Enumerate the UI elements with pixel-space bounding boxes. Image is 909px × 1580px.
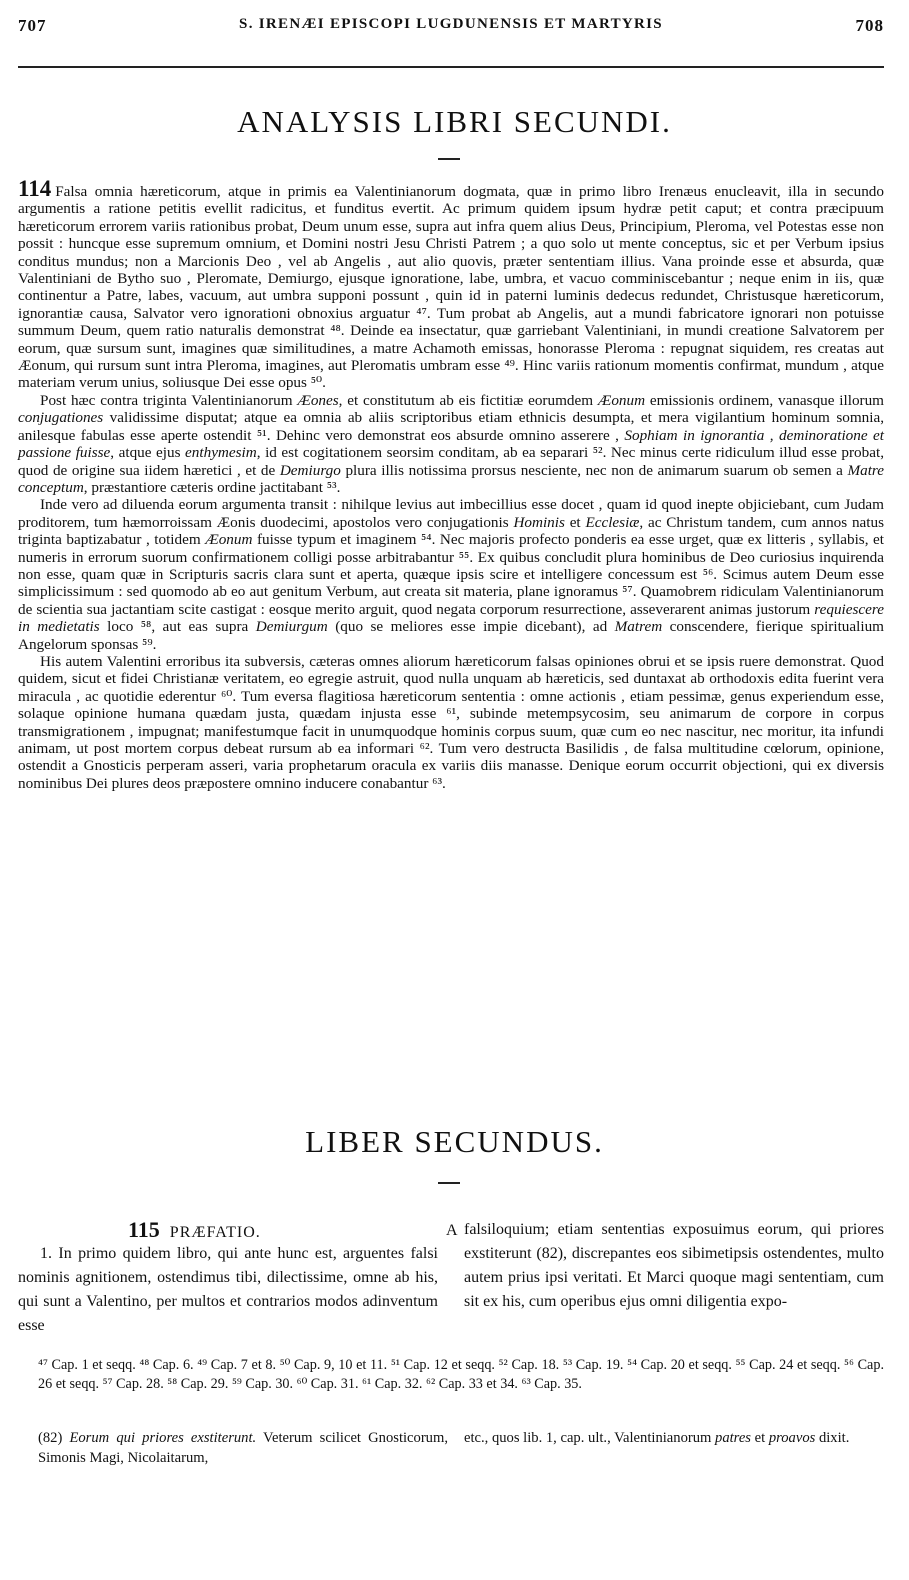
preface-heading (18, 1218, 438, 1242)
margin-letter: A (446, 1222, 458, 1239)
preface-left-column (18, 1218, 438, 1338)
running-header (18, 12, 884, 38)
preface-text-left: 1. In primo quidem libro, qui ante hunc est, arguentes falsi nominis agnitionem, ostendimus tibi, dilectissime, omne ab his, qui sunt a Valentino, per multos et contrarios modos adinventum esse (18, 1245, 438, 1334)
analysis-title: ANALYSIS LIBRI SECUNDI. (237, 104, 672, 139)
footnotes (18, 1428, 884, 1488)
book-title: LIBER SECUNDUS. (305, 1124, 604, 1159)
analysis-paragraph: Inde vero ad diluenda eorum argumenta transit : nihilque levius aut imbecillius esse docet , quam id quod inepte objiciebant, cum Judam proditorem, tum hæmorroissam Æonis duodecimi, apostolos vero conjugationis Hominis et Ecclesiæ, ac Christum tandem, cum annos natus triginta baptizabatur , totidem Æonum fuisse typum et imaginem ⁵⁴. Nec majoris profecto ponderis ea esse urget, quæ ex litteris , syllabis, et numeris in errorum suorum confirmationem colligi posse arbitrabantur ⁵⁵. Ex quibus concludit plura hominibus de Deo curiosius inquirenda non esse, quam quæ in Scripturis sacris clara sunt et aperta, quæque ipsis scire et intelligere concessum est ⁵⁶. Scimus autem Deum esse simplicissimum : sed quomodo ab eo aut genitum Verbum, aut creata sit materia, plane ignoramus ⁵⁷. Quamobrem ridiculam Valentinianorum de scientia sua jactantiam scite castigat : eosque merito arguit, quod negata corporum resurrectione, asseverarent animas justorum requiescere in medietatis loco ⁵⁸, aut eas supra Demiurgum (quo se meliores esse impie dicebant), ad Matrem conscendere, fierique spiritualium Angelorum sponsas ⁵⁹. (18, 496, 884, 653)
running-title: S. IRENÆI EPISCOPI LUGDUNENSIS ET MARTYRIS (239, 16, 663, 32)
preface-text-right: falsiloquium; etiam sententias exposuimus eorum, qui priores exstiterunt (82), discrepantes eos sibimetipsis ostendentes, multo autem prius ipsi veritati. Et Marci quoque magi sententiam, cum sit ex his, cum operibus ejus omni diligentia expo- (464, 1221, 884, 1310)
title-dash (438, 1182, 460, 1184)
section-number: 114 (18, 176, 52, 201)
preface-right-column (464, 1218, 884, 1314)
footnote-left: (82) Eorum qui priores exstiterunt. Veterum scilicet Gnosticorum, Simonis Magi, Nicolaitarum, (38, 1430, 448, 1466)
preface-columns (18, 1218, 884, 1352)
analysis-paragraph: His autem Valentini erroribus ita subversis, cæteras omnes aliorum hæreticorum falsas opiniones obrui et se ipsis ruere demonstrat. Quod quidem, sicut et fidei Christianæ veritatem, eo egregie astruit, quod nulla unquam ab hæreticis, sed duntaxat ab orthodoxis edita fuerint vera miracula , ac quotidie ederentur ⁶⁰. Tum eversa flagitiosa hæreticorum sententia : omne actionis , etiam pessimæ, genus experiendum esse, solaque opinione humana quædam justa, quædam injusta esse ⁶¹, subinde metempsycosim, seu animarum de corpore in corpus transmigrationem , impugnat; manifestumque facit in unumquodque hominis corpus suum, quæ cum eo nec nascitur, nec moritur, ita infundi animam, ut post mortem corpus debeat rursum ab ea informari ⁶². Tum vero destructa Basilidis , de falsa multitudine cœlorum, opinione, ostendit a Gnosticis perperam asseri, varia prophetarum oracula ex variis diis manasse. Denique eorum occurrit objectioni, qui ex diversis nominibus Dei plures deos præpostere omnino inducere conabantur ⁶³. (18, 652, 884, 792)
analysis-paragraph: 114 Falsa omnia hæreticorum, atque in primis ea Valentinianorum dogmata, quæ in primo libro Irenæus enucleavit, illa in secundo argumentis a ratione petitis evellit radicitus, et funditus evertit. Ac primum quidem ipsum hydræ petit caput; et contra præcipuum hæreticorum errorem variis rationibus probat, Deum unum esse, supra aut infra quem alius Deus, Principium, Pleroma, vel Potestas esse non possit : huncque esse supremum omnium, et Domini nostri Jesu Christi Patrem ; a quo solo ut mente conceptus, sic et per Verbum ipsius conditus mundus; non a Marcionis Deo , vel ab Angelis , aut alio quovis, præter sententiam illius. Vana proinde esse et absurda, quæ Valentiniani de Bytho suo , Pleromate, Demiurgo, ejusque ignoratione, labe, umbra, et vacuo comminiscebantur ; neque enim in iis, quæ continentur a Patre, labes, vacuum, aut umbra supponi possunt , quin id in paterni luminis dedecus redundet, Christusque hæreticorum, ignorantiæ causa, Salvator vero ignorationi obnoxius arguatur ⁴⁷. Tum probat ab Angelis, aut a mundi fabricatore ignorari non potuisse summum Deum, quem ratio naturalis demonstrat ⁴⁸. Deinde ea insectatur, quæ garriebant Valentiniani, in mundi creatione Salvatorem per eorum, quæ sursum sunt, imagines quæ similitudines, a matre Achamoth emissas, honorasse Pleroma : repugnat siquidem, res creatas aut Æonum, qui rursum sunt intra Pleroma, imagines, aut Pleromatis umbram esse ⁴⁹. Hinc variis rationum momentis confirmat, mundum , atque materiam verum unius, soliusque Dei esse opus ⁵⁰. (18, 176, 884, 392)
preface-title: PRÆFATIO. (169, 1224, 261, 1241)
page-number-left: 707 (18, 16, 47, 35)
analysis-paragraph: Post hæc contra triginta Valentinianorum Æones, et constitutum ab eis fictitiæ eorumdem Æonum emissionis ordinem, vanasque illorum conjugationes validissime disputat; atque ea omnia ab aliis scriptoribus etiam ethnicis desumpta, et mera vigilantium hominum somnia, anilesque fabulas esse aperte ostendit ⁵¹. Dehinc vero demonstrat eos absurde omnino asserere , Sophiam in ignorantia , deminoratione et passione fuisse, atque ejus enthymesim, id est cogitationem seorsim conditam, ab ea separari ⁵². Nec minus certe ridiculum illud esse probat, quod de origine sua iidem hæretici , et de Demiurgo plura illis notissima prorsus nesciente, nec non de animarum suarum ob semen a Matre conceptum, præstantiore cæteris ordine jactitabant ⁵³. (18, 391, 885, 496)
section-number: 115 (128, 1217, 160, 1242)
analysis-body (18, 176, 885, 792)
page-number-right: 708 (855, 16, 884, 35)
marginal-notes: ⁴⁷ Cap. 1 et seqq. ⁴⁸ Cap. 6. ⁴⁹ Cap. 7 et 8. ⁵⁰ Cap. 9, 10 et 11. ⁵¹ Cap. 12 et seqq. ⁵² Cap. 18. ⁵³ Cap. 19. ⁵⁴ Cap. 20 et seqq. ⁵⁵ Cap. 24 et seqq. ⁵⁶ Cap. 26 et seqq. ⁵⁷ Cap. 28. ⁵⁸ Cap. 29. ⁵⁹ Cap. 30. ⁶⁰ Cap. 31. ⁶¹ Cap. 32. ⁶² Cap. 33 et 34. ⁶³ Cap. 35. (38, 1357, 884, 1392)
footnote-right: etc., quos lib. 1, cap. ult., Valentinianorum patres et proavos dixit. (464, 1430, 850, 1446)
title-dash (438, 158, 460, 160)
header-rule (18, 66, 884, 68)
